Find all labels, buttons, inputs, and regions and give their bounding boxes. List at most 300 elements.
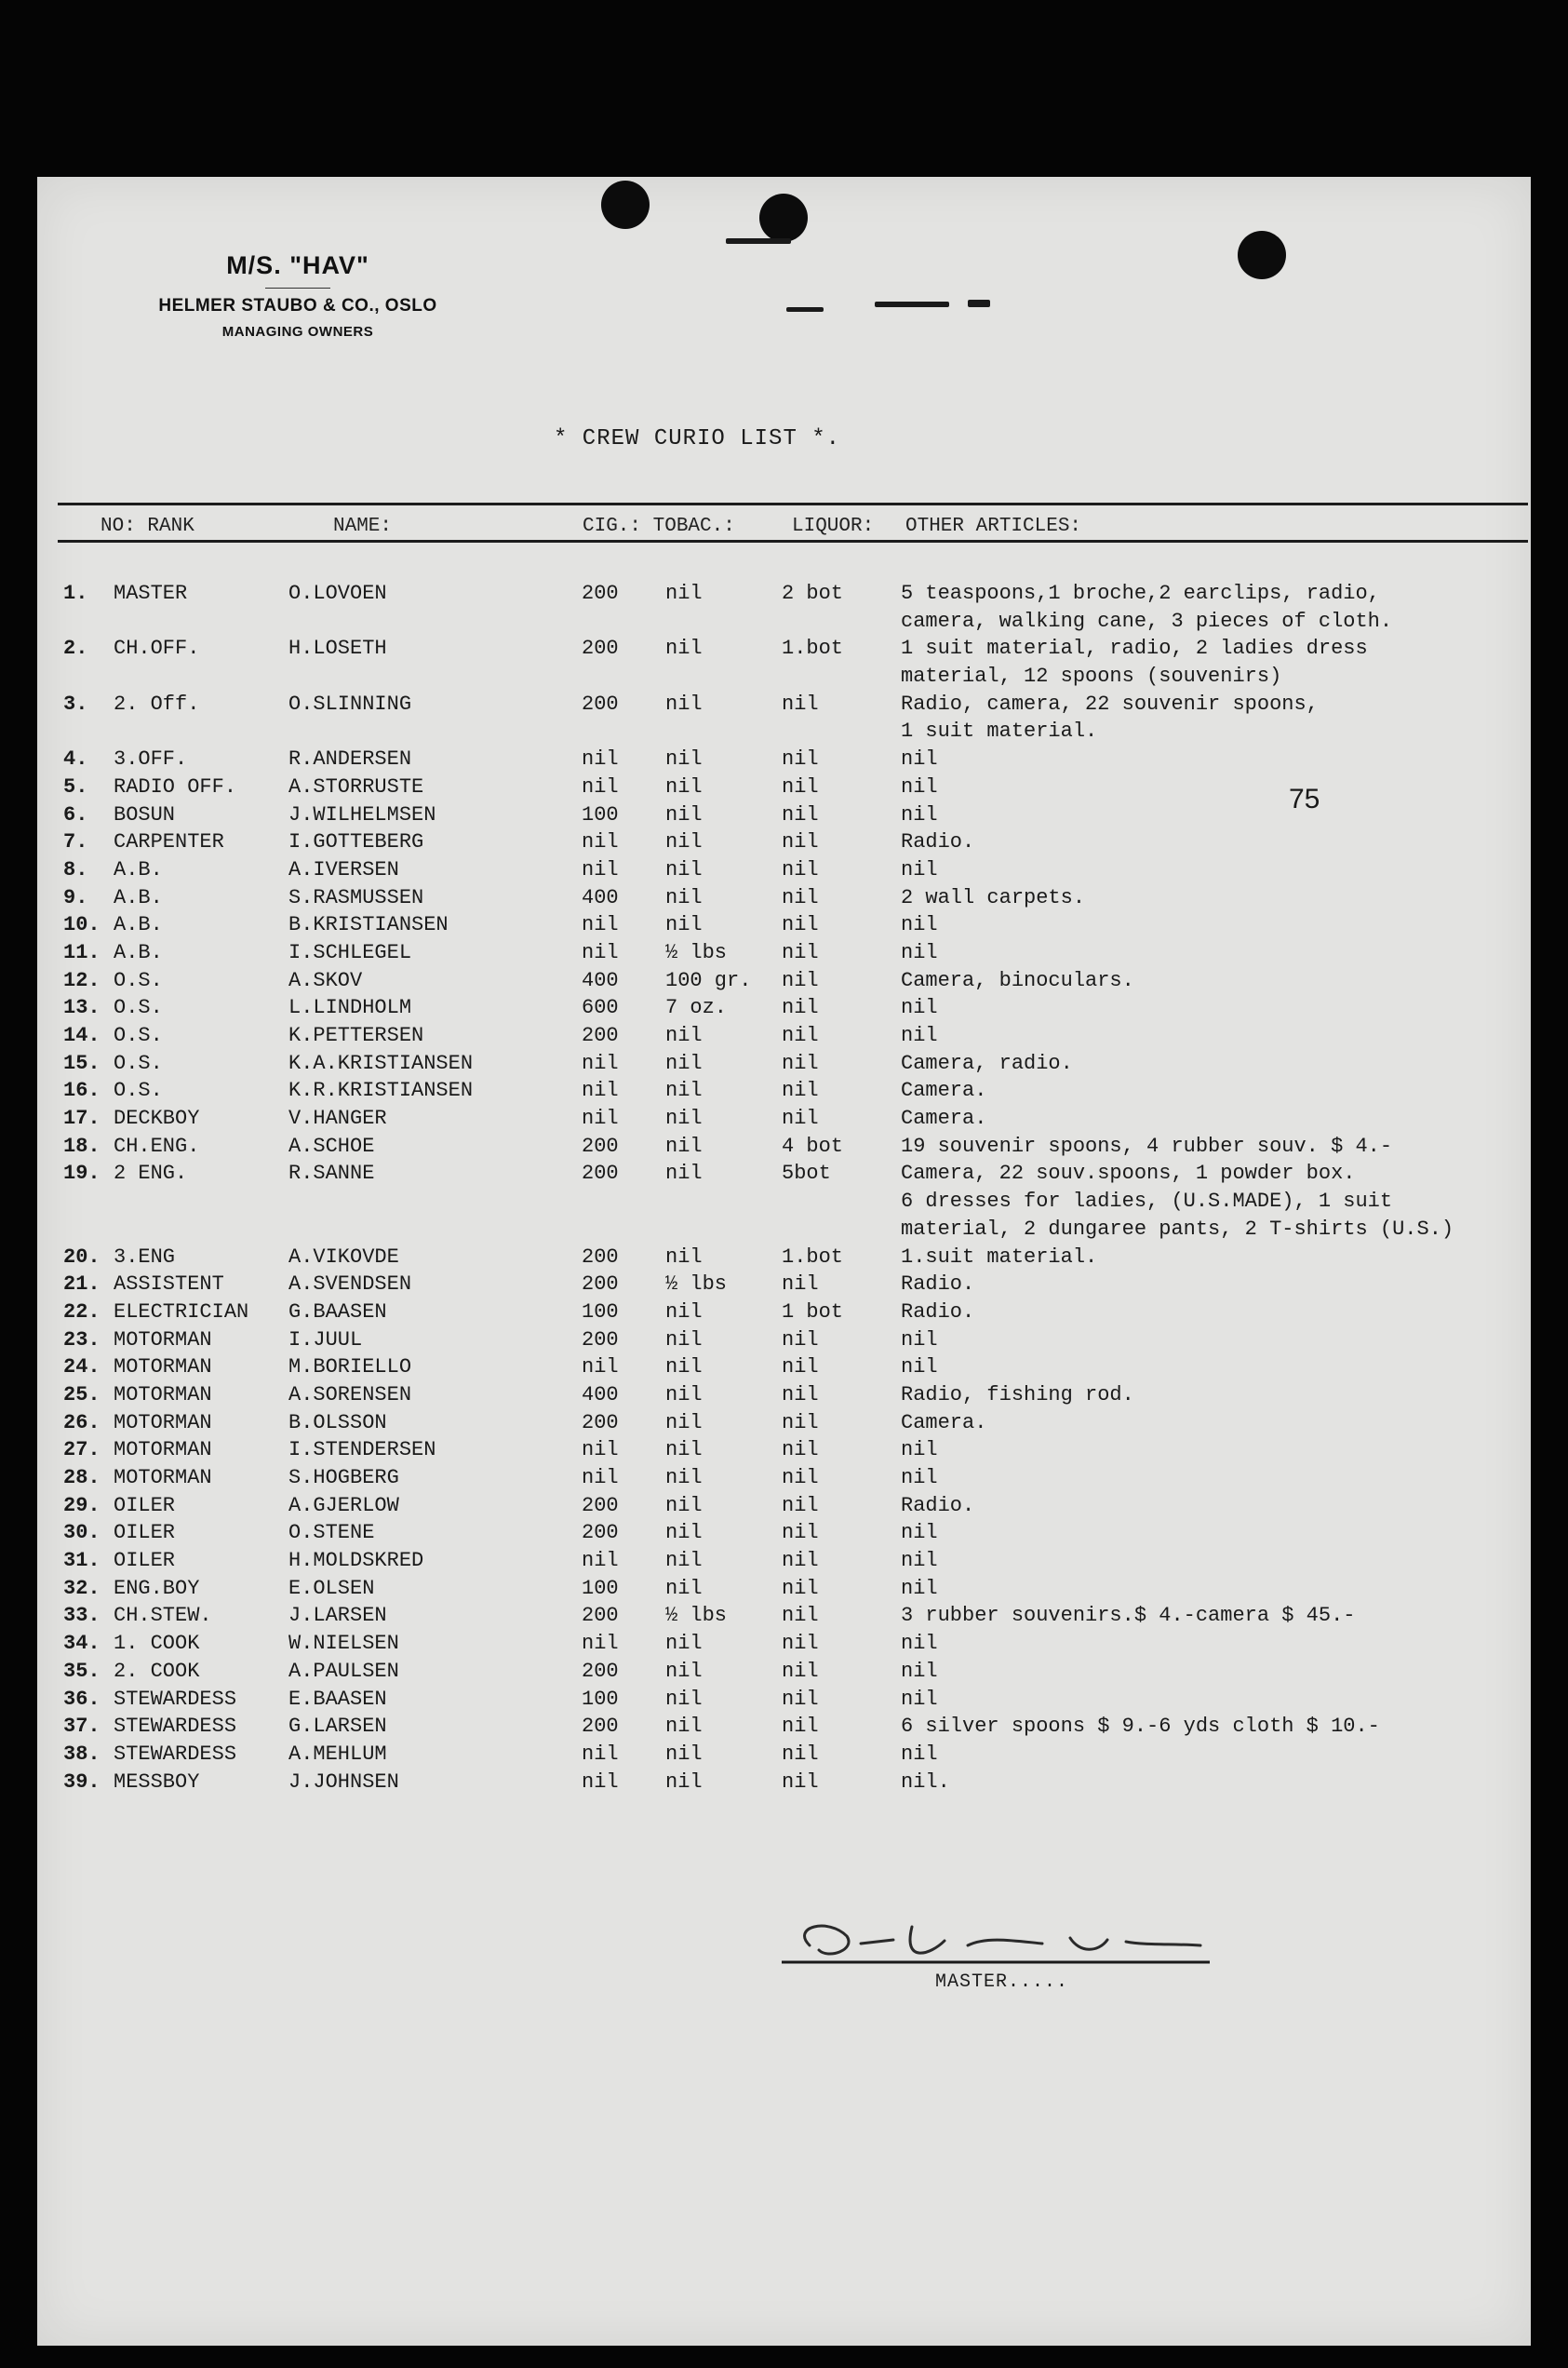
- row-other-articles: nil: [901, 1632, 938, 1656]
- row-liquor: nil: [782, 1715, 819, 1739]
- row-name: J.LARSEN: [288, 1604, 387, 1628]
- row-rank: 2. COOK: [114, 1659, 200, 1683]
- row-name: J.WILHELMSEN: [288, 802, 436, 827]
- row-rank: OILER: [114, 1493, 176, 1517]
- row-rank: MOTORMAN: [114, 1410, 212, 1434]
- row-liquor: nil: [782, 1079, 819, 1103]
- row-number: 8.: [63, 857, 88, 881]
- table-row: [56, 830, 1508, 858]
- row-other-articles: nil: [901, 1327, 938, 1352]
- row-rank: 3.OFF.: [114, 747, 188, 772]
- row-rank: ELECTRICIAN: [114, 1299, 249, 1324]
- row-number: 23.: [63, 1327, 101, 1352]
- row-tobacco: nil: [665, 857, 703, 881]
- row-rank: MASTER: [114, 582, 188, 605]
- row-number: 11.: [63, 940, 101, 964]
- row-tobacco: nil: [665, 1687, 703, 1711]
- row-name: K.PETTERSEN: [288, 1024, 424, 1047]
- row-tobacco: nil: [665, 747, 703, 772]
- row-cigarettes: 200: [582, 1024, 619, 1047]
- header-other: OTHER ARTICLES:: [905, 516, 1082, 537]
- row-number: 13.: [63, 996, 101, 1020]
- table-row: [56, 693, 1508, 720]
- row-name: A.SCHOE: [288, 1134, 375, 1158]
- row-other-articles: Radio, camera, 22 souvenir spoons,: [901, 692, 1319, 716]
- row-name: A.STORRUSTE: [288, 774, 424, 799]
- header-cig-tob: CIG.: TOBAC.:: [583, 516, 735, 537]
- row-number: 10.: [63, 913, 101, 937]
- row-number: 19.: [63, 1162, 101, 1186]
- row-liquor: nil: [782, 885, 819, 909]
- row-rank: O.S.: [114, 996, 163, 1020]
- row-liquor: nil: [782, 1438, 819, 1462]
- table-row: [56, 1521, 1508, 1549]
- row-name: E.OLSEN: [288, 1576, 375, 1600]
- row-tobacco: nil: [665, 1466, 703, 1489]
- handwritten-annotation: 75: [1289, 784, 1320, 814]
- row-cigarettes: nil: [582, 1051, 619, 1075]
- row-rank: CH.ENG.: [114, 1134, 200, 1158]
- row-number: 39.: [63, 1769, 101, 1794]
- table-row: [56, 665, 1508, 693]
- punch-hole: [759, 194, 808, 242]
- row-rank: ASSISTENT: [114, 1272, 224, 1297]
- row-number: 3.: [63, 692, 88, 716]
- row-rank: O.S.: [114, 1079, 163, 1103]
- row-other-articles: camera, walking cane, 3 pieces of cloth.: [901, 609, 1393, 633]
- row-liquor: nil: [782, 1521, 819, 1545]
- row-cigarettes: nil: [582, 774, 619, 799]
- row-liquor: 1.bot: [782, 1245, 844, 1269]
- table-row: [56, 1577, 1508, 1605]
- table-row: [56, 1688, 1508, 1715]
- row-other-articles: Camera, radio.: [901, 1051, 1073, 1075]
- row-tobacco: nil: [665, 1410, 703, 1434]
- row-tobacco: nil: [665, 1245, 703, 1269]
- row-rank: 2. Off.: [114, 692, 200, 716]
- table-row: [56, 1079, 1508, 1107]
- table-row: [56, 1162, 1508, 1190]
- company-name: HELMER STAUBO & CO., OSLO: [158, 296, 437, 316]
- ship-name: M/S. "HAV": [226, 251, 369, 279]
- table-row: [56, 1052, 1508, 1080]
- row-liquor: nil: [782, 1659, 819, 1683]
- row-liquor: nil: [782, 1382, 819, 1406]
- row-rank: CH.STEW.: [114, 1604, 212, 1628]
- row-other-articles: 19 souvenir spoons, 4 rubber souv. $ 4.-: [901, 1134, 1393, 1158]
- row-liquor: nil: [782, 968, 819, 992]
- row-name: A.PAULSEN: [288, 1659, 399, 1683]
- row-other-articles: nil: [901, 1355, 938, 1379]
- table-row: [56, 886, 1508, 914]
- row-tobacco: nil: [665, 1659, 703, 1683]
- header-rule-bottom: [58, 540, 1528, 543]
- row-liquor: nil: [782, 830, 819, 854]
- row-name: E.BAASEN: [288, 1687, 387, 1711]
- row-rank: STEWARDESS: [114, 1742, 237, 1766]
- table-row: [56, 1190, 1508, 1218]
- row-cigarettes: 200: [582, 1715, 619, 1739]
- row-name: H.LOSETH: [288, 637, 387, 661]
- row-rank: BOSUN: [114, 802, 176, 827]
- row-number: 20.: [63, 1245, 101, 1269]
- row-rank: 3.ENG: [114, 1245, 176, 1269]
- row-liquor: nil: [782, 1769, 819, 1794]
- row-cigarettes: 400: [582, 968, 619, 992]
- row-other-articles: nil: [901, 1438, 938, 1462]
- row-name: G.LARSEN: [288, 1715, 387, 1739]
- row-cigarettes: 200: [582, 1493, 619, 1517]
- table-row: [56, 858, 1508, 886]
- row-number: 29.: [63, 1493, 101, 1517]
- row-other-articles: Radio.: [901, 1272, 975, 1297]
- row-number: 28.: [63, 1466, 101, 1489]
- row-cigarettes: nil: [582, 1769, 619, 1794]
- row-tobacco: nil: [665, 1024, 703, 1047]
- row-tobacco: nil: [665, 1742, 703, 1766]
- table-row: [56, 1135, 1508, 1163]
- row-cigarettes: 200: [582, 637, 619, 661]
- row-number: 32.: [63, 1576, 101, 1600]
- row-name: G.BAASEN: [288, 1299, 387, 1324]
- table-row: [56, 996, 1508, 1024]
- row-number: 15.: [63, 1051, 101, 1075]
- table-row: [56, 582, 1508, 610]
- row-cigarettes: nil: [582, 1632, 619, 1656]
- row-tobacco: nil: [665, 1438, 703, 1462]
- row-tobacco: ½ lbs: [665, 1604, 728, 1628]
- table-row: [56, 1632, 1508, 1660]
- row-rank: ENG.BOY: [114, 1576, 200, 1600]
- row-other-articles: material, 2 dungaree pants, 2 T-shirts (U.S.): [901, 1217, 1454, 1241]
- row-name: J.JOHNSEN: [288, 1769, 399, 1794]
- row-tobacco: nil: [665, 1576, 703, 1600]
- row-cigarettes: nil: [582, 830, 619, 854]
- row-other-articles: nil: [901, 996, 938, 1020]
- table-row: [56, 637, 1508, 665]
- row-liquor: nil: [782, 857, 819, 881]
- header-liquor: LIQUOR:: [792, 516, 875, 537]
- row-liquor: nil: [782, 1327, 819, 1352]
- row-other-articles: Radio, fishing rod.: [901, 1382, 1134, 1406]
- table-row: [56, 1355, 1508, 1383]
- row-tobacco: nil: [665, 1632, 703, 1656]
- row-other-articles: nil: [901, 940, 938, 964]
- row-other-articles: 1 suit material, radio, 2 ladies dress: [901, 637, 1368, 661]
- row-number: 25.: [63, 1382, 101, 1406]
- row-number: 14.: [63, 1024, 101, 1047]
- row-cigarettes: 200: [582, 1134, 619, 1158]
- punch-hole: [601, 181, 650, 229]
- row-other-articles: 6 dresses for ladies, (U.S.MADE), 1 suit: [901, 1190, 1393, 1214]
- table-row: [56, 1218, 1508, 1245]
- row-rank: A.B.: [114, 857, 163, 881]
- row-number: 21.: [63, 1272, 101, 1297]
- row-cigarettes: nil: [582, 1549, 619, 1573]
- row-name: H.MOLDSKRED: [288, 1549, 424, 1573]
- table-row: [56, 1272, 1508, 1300]
- row-name: A.VIKOVDE: [288, 1245, 399, 1269]
- row-number: 27.: [63, 1438, 101, 1462]
- row-cigarettes: 200: [582, 1604, 619, 1628]
- row-name: O.LOVOEN: [288, 582, 387, 605]
- letterhead-divider: [265, 288, 330, 289]
- row-number: 33.: [63, 1604, 101, 1628]
- row-cigarettes: 200: [582, 1659, 619, 1683]
- row-liquor: nil: [782, 996, 819, 1020]
- row-liquor: 4 bot: [782, 1134, 844, 1158]
- row-tobacco: nil: [665, 1107, 703, 1131]
- row-cigarettes: 400: [582, 885, 619, 909]
- row-number: 5.: [63, 774, 88, 799]
- row-liquor: nil: [782, 1355, 819, 1379]
- row-rank: OILER: [114, 1549, 176, 1573]
- row-number: 16.: [63, 1079, 101, 1103]
- table-row: [56, 1604, 1508, 1632]
- ink-mark: [726, 238, 791, 244]
- row-other-articles: nil: [901, 1521, 938, 1545]
- row-other-articles: nil: [901, 774, 938, 799]
- row-name: A.IVERSEN: [288, 857, 399, 881]
- row-rank: CARPENTER: [114, 830, 224, 854]
- row-rank: MESSBOY: [114, 1769, 200, 1794]
- table-row: [56, 969, 1508, 997]
- row-tobacco: nil: [665, 1493, 703, 1517]
- row-name: O.STENE: [288, 1521, 375, 1545]
- row-tobacco: 100 gr.: [665, 968, 752, 992]
- row-tobacco: 7 oz.: [665, 996, 728, 1020]
- row-liquor: nil: [782, 1742, 819, 1766]
- row-name: K.A.KRISTIANSEN: [288, 1051, 474, 1075]
- row-other-articles: nil: [901, 1466, 938, 1489]
- row-rank: MOTORMAN: [114, 1355, 212, 1379]
- row-number: 12.: [63, 968, 101, 992]
- row-liquor: nil: [782, 1687, 819, 1711]
- row-number: 22.: [63, 1299, 101, 1324]
- row-name: I.GOTTEBERG: [288, 830, 424, 854]
- row-tobacco: nil: [665, 1162, 703, 1186]
- row-other-articles: material, 12 spoons (souvenirs): [901, 665, 1282, 689]
- row-other-articles: Radio.: [901, 830, 975, 854]
- row-rank: OILER: [114, 1521, 176, 1545]
- row-other-articles: 3 rubber souvenirs.$ 4.-camera $ 45.-: [901, 1604, 1356, 1628]
- row-liquor: nil: [782, 1604, 819, 1628]
- row-cigarettes: 100: [582, 1687, 619, 1711]
- row-number: 35.: [63, 1659, 101, 1683]
- row-name: R.SANNE: [288, 1162, 375, 1186]
- row-tobacco: nil: [665, 1521, 703, 1545]
- row-cigarettes: 200: [582, 1245, 619, 1269]
- row-other-articles: Camera, 22 souv.spoons, 1 powder box.: [901, 1162, 1356, 1186]
- row-liquor: nil: [782, 1632, 819, 1656]
- row-cigarettes: 200: [582, 1521, 619, 1545]
- ink-mark: [875, 302, 949, 307]
- row-cigarettes: 200: [582, 1327, 619, 1352]
- row-name: S.HOGBERG: [288, 1466, 399, 1489]
- row-tobacco: nil: [665, 1769, 703, 1794]
- row-other-articles: nil: [901, 1576, 938, 1600]
- row-rank: O.S.: [114, 1051, 163, 1075]
- row-tobacco: nil: [665, 1299, 703, 1324]
- table-row: [56, 1411, 1508, 1439]
- row-cigarettes: 100: [582, 1299, 619, 1324]
- row-cigarettes: nil: [582, 747, 619, 772]
- table-row: [56, 1300, 1508, 1328]
- company-role: MANAGING OWNERS: [221, 324, 374, 340]
- row-liquor: 5bot: [782, 1162, 831, 1186]
- row-tobacco: nil: [665, 1382, 703, 1406]
- row-number: 30.: [63, 1521, 101, 1545]
- row-liquor: nil: [782, 1493, 819, 1517]
- row-liquor: nil: [782, 1466, 819, 1489]
- row-rank: STEWARDESS: [114, 1687, 237, 1711]
- row-cigarettes: nil: [582, 1107, 619, 1131]
- row-liquor: nil: [782, 940, 819, 964]
- row-rank: MOTORMAN: [114, 1382, 212, 1406]
- row-number: 26.: [63, 1410, 101, 1434]
- table-row: [56, 1715, 1508, 1742]
- row-name: A.GJERLOW: [288, 1493, 399, 1517]
- row-rank: A.B.: [114, 913, 163, 937]
- row-name: A.SVENDSEN: [288, 1272, 412, 1297]
- row-tobacco: nil: [665, 637, 703, 661]
- table-row: [56, 1549, 1508, 1577]
- row-other-articles: nil: [901, 1687, 938, 1711]
- row-rank: O.S.: [114, 1024, 163, 1047]
- row-number: 24.: [63, 1355, 101, 1379]
- row-tobacco: nil: [665, 1134, 703, 1158]
- row-cigarettes: 400: [582, 1382, 619, 1406]
- row-cigarettes: 100: [582, 802, 619, 827]
- row-other-articles: nil.: [901, 1769, 950, 1794]
- row-tobacco: nil: [665, 830, 703, 854]
- row-cigarettes: 200: [582, 582, 619, 605]
- row-other-articles: Radio.: [901, 1493, 975, 1517]
- row-liquor: nil: [782, 802, 819, 827]
- header-name: NAME:: [333, 516, 393, 537]
- crew-table: [56, 582, 1508, 1797]
- row-tobacco: nil: [665, 774, 703, 799]
- row-liquor: nil: [782, 774, 819, 799]
- row-name: W.NIELSEN: [288, 1632, 399, 1656]
- row-cigarettes: 200: [582, 1272, 619, 1297]
- row-cigarettes: 200: [582, 692, 619, 716]
- row-number: 36.: [63, 1687, 101, 1711]
- row-name: I.SCHLEGEL: [288, 940, 412, 964]
- row-other-articles: 1 suit material.: [901, 720, 1098, 744]
- row-tobacco: ½ lbs: [665, 940, 728, 964]
- row-cigarettes: 100: [582, 1576, 619, 1600]
- row-liquor: nil: [782, 1024, 819, 1047]
- row-rank: STEWARDESS: [114, 1715, 237, 1739]
- row-cigarettes: 600: [582, 996, 619, 1020]
- table-header: [101, 512, 1506, 542]
- master-signature: [772, 1899, 1275, 1983]
- row-tobacco: nil: [665, 913, 703, 937]
- row-tobacco: nil: [665, 1327, 703, 1352]
- row-tobacco: nil: [665, 1355, 703, 1379]
- row-other-articles: nil: [901, 802, 938, 827]
- row-tobacco: nil: [665, 692, 703, 716]
- row-liquor: nil: [782, 1576, 819, 1600]
- table-row: [56, 610, 1508, 638]
- row-other-articles: nil: [901, 747, 938, 772]
- row-other-articles: nil: [901, 913, 938, 937]
- row-other-articles: nil: [901, 1549, 938, 1573]
- row-liquor: 1 bot: [782, 1299, 844, 1324]
- row-rank: DECKBOY: [114, 1107, 200, 1131]
- row-name: K.R.KRISTIANSEN: [288, 1079, 474, 1103]
- row-other-articles: nil: [901, 857, 938, 881]
- table-row: [56, 1383, 1508, 1411]
- row-other-articles: 5 teaspoons,1 broche,2 earclips, radio,: [901, 582, 1380, 605]
- row-cigarettes: nil: [582, 1079, 619, 1103]
- row-name: V.HANGER: [288, 1107, 387, 1131]
- row-liquor: 1.bot: [782, 637, 844, 661]
- row-rank: MOTORMAN: [114, 1327, 212, 1352]
- table-row: [56, 1107, 1508, 1135]
- row-number: 38.: [63, 1742, 101, 1766]
- row-number: 7.: [63, 830, 88, 854]
- row-cigarettes: nil: [582, 1742, 619, 1766]
- table-row: [56, 1438, 1508, 1466]
- row-cigarettes: nil: [582, 857, 619, 881]
- row-cigarettes: nil: [582, 1355, 619, 1379]
- row-name: S.RASMUSSEN: [288, 885, 424, 909]
- row-number: 6.: [63, 802, 88, 827]
- table-row: [56, 1742, 1508, 1770]
- row-name: I.JUUL: [288, 1327, 363, 1352]
- letterhead: [130, 251, 465, 340]
- row-other-articles: 6 silver spoons $ 9.-6 yds cloth $ 10.-: [901, 1715, 1380, 1739]
- row-name: R.ANDERSEN: [288, 747, 412, 772]
- row-other-articles: nil: [901, 1024, 938, 1047]
- row-rank: 1. COOK: [114, 1632, 200, 1656]
- row-name: M.BORIELLO: [288, 1355, 412, 1379]
- row-liquor: nil: [782, 692, 819, 716]
- row-liquor: nil: [782, 1410, 819, 1434]
- row-number: 34.: [63, 1632, 101, 1656]
- row-tobacco: nil: [665, 1079, 703, 1103]
- row-number: 31.: [63, 1549, 101, 1573]
- punch-hole: [1238, 231, 1286, 279]
- row-cigarettes: nil: [582, 1466, 619, 1489]
- table-row: [56, 1494, 1508, 1522]
- row-cigarettes: 200: [582, 1410, 619, 1434]
- row-name: O.SLINNING: [288, 692, 412, 716]
- row-name: I.STENDERSEN: [288, 1438, 436, 1462]
- table-row: [56, 1466, 1508, 1494]
- signature-label: MASTER.....: [935, 1971, 1069, 1993]
- row-rank: RADIO OFF.: [114, 774, 237, 799]
- table-row: [56, 1024, 1508, 1052]
- row-cigarettes: nil: [582, 940, 619, 964]
- row-other-articles: Camera, binoculars.: [901, 968, 1134, 992]
- row-tobacco: nil: [665, 885, 703, 909]
- table-row: [56, 1770, 1508, 1798]
- row-liquor: nil: [782, 913, 819, 937]
- row-number: 37.: [63, 1715, 101, 1739]
- row-rank: CH.OFF.: [114, 637, 200, 661]
- row-other-articles: 1.suit material.: [901, 1245, 1098, 1269]
- row-liquor: nil: [782, 1272, 819, 1297]
- table-row: [56, 1328, 1508, 1356]
- row-liquor: nil: [782, 1549, 819, 1573]
- row-tobacco: nil: [665, 582, 703, 605]
- row-other-articles: 2 wall carpets.: [901, 885, 1086, 909]
- row-other-articles: Camera.: [901, 1107, 987, 1131]
- row-liquor: nil: [782, 747, 819, 772]
